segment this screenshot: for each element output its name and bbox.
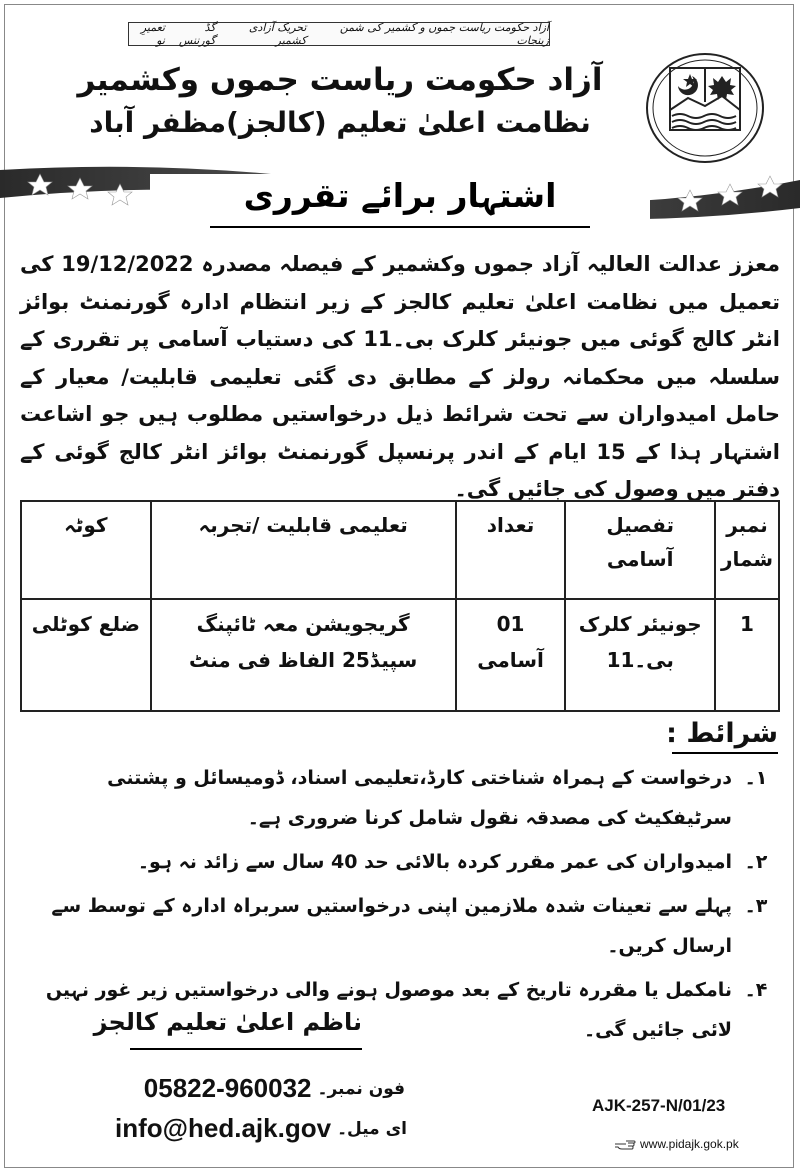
serial-cell: 1 <box>715 599 779 711</box>
phone-row <box>75 1070 405 1106</box>
footer-website[interactable] <box>614 1137 739 1151</box>
phone-number: 05822-960032 <box>143 1072 312 1103</box>
condition-item <box>20 886 780 966</box>
slogan-item: تعمیرِ نو <box>140 21 165 47</box>
qualification-cell: گریجویشن معہ ٹائپنگ سپیڈ25 الفاظ فی منٹ <box>151 599 456 711</box>
vacancy-table <box>20 500 780 712</box>
serial-header: نمبر شمار <box>715 501 779 599</box>
condition-item <box>20 758 780 838</box>
advertisement-body: معزز عدالت العالیہ آزاد جموں وکشمیر کے فیصلہ مصدرہ 19/12/2022 کی تعمیل میں نظامت اعلیٰ تعلیم کالجز کے زیر انتظام ادارہ گورنمنٹ بوائز انٹر کالج گوئی میں جونیئر کلرک بی۔11 کی دستیاب آسامی پر تقرری کے سلسلہ میں محکمانہ رولز کے مطابق دی گئی تعلیمی قابلیت/ معیار کے حامل امیدواران سے تحت شرائط ذیل درخواستیں مطلوب ہیں جو اشاعت اشتہار ہذا کے 15 ایام کے اندر پرنسپل گورنمنٹ بوائز انٹر کالج گوئی کے دفتر میں وصول کی جائیں گی۔ <box>20 252 780 501</box>
quota-cell: ضلع کوٹلی <box>21 599 151 711</box>
email-row <box>45 1108 407 1148</box>
reference-code: AJK-257-N/01/23 <box>592 1096 726 1115</box>
pointing-hand-icon <box>614 1137 636 1151</box>
title-underline <box>210 226 590 228</box>
slogan-item: تحریک آزادی کشمیر <box>248 21 307 47</box>
post-header: تفصیل آسامی <box>565 501 715 599</box>
conditions-heading: شرائط : <box>666 718 778 749</box>
condition-text: پہلے سے تعینات شدہ ملازمین اپنی درخواستیں سربراہ ادارہ کے توسط سے ارسال کریں۔ <box>51 895 732 957</box>
condition-number: ۴۔ <box>744 979 768 1001</box>
condition-text: نامکمل یا مقررہ تاریخ کے بعد موصول ہونے والی درخواستیں زیر غور نہیں لائی جائیں گی۔ <box>45 979 732 1041</box>
slogan-item: گڈ گورننس <box>178 21 216 47</box>
ajk-emblem-icon <box>630 50 780 170</box>
slogan-bar <box>128 22 550 46</box>
count-cell: 01 آسامی <box>456 599 566 711</box>
condition-number: ۱۔ <box>744 767 768 789</box>
advertisement-title: اشتہار برائے تقرری <box>243 176 557 215</box>
government-title: آزاد حکومت ریاست جموں وکشمیر <box>77 62 603 98</box>
phone-label: فون نمبر۔ <box>317 1078 405 1099</box>
conditions-underline <box>672 752 778 754</box>
department-title: نظامت اعلیٰ تعلیم (کالجز)مظفر آباد <box>89 106 591 139</box>
post-cell: جونیئر کلرک بی۔11 <box>565 599 715 711</box>
email-address[interactable]: info@hed.ajk.gov <box>115 1112 332 1143</box>
condition-text: درخواست کے ہمراہ شناختی کارڈ،تعلیمی اسناد، ڈومیسائل و پشتنی سرٹیفکیٹ کی مصدقہ نقول شامل کرنا ضروری ہے۔ <box>107 767 732 829</box>
signature-title: ناظم اعلیٰ تعلیم کالجز <box>93 1008 362 1036</box>
slogan-item: آزاد حکومت ریاست جموں و کشمیر کی شمن زینجات <box>339 21 549 47</box>
footer-website-text: www.pidajk.gok.pk <box>640 1137 739 1151</box>
table-row <box>21 599 779 711</box>
signature-underline <box>130 1048 362 1050</box>
header <box>20 50 780 160</box>
condition-item <box>20 842 780 882</box>
table-header-row <box>21 501 779 599</box>
quota-header: کوٹہ <box>21 501 151 599</box>
condition-number: ۲۔ <box>744 851 768 873</box>
qualification-header: تعلیمی قابلیت /تجربہ <box>151 501 456 599</box>
email-label: ای میل۔ <box>337 1118 407 1139</box>
count-header: تعداد <box>456 501 566 599</box>
condition-text: امیدواران کی عمر مقرر کردہ بالائی حد 40 سال سے زائد نہ ہو۔ <box>137 851 732 873</box>
condition-number: ۳۔ <box>744 895 768 917</box>
